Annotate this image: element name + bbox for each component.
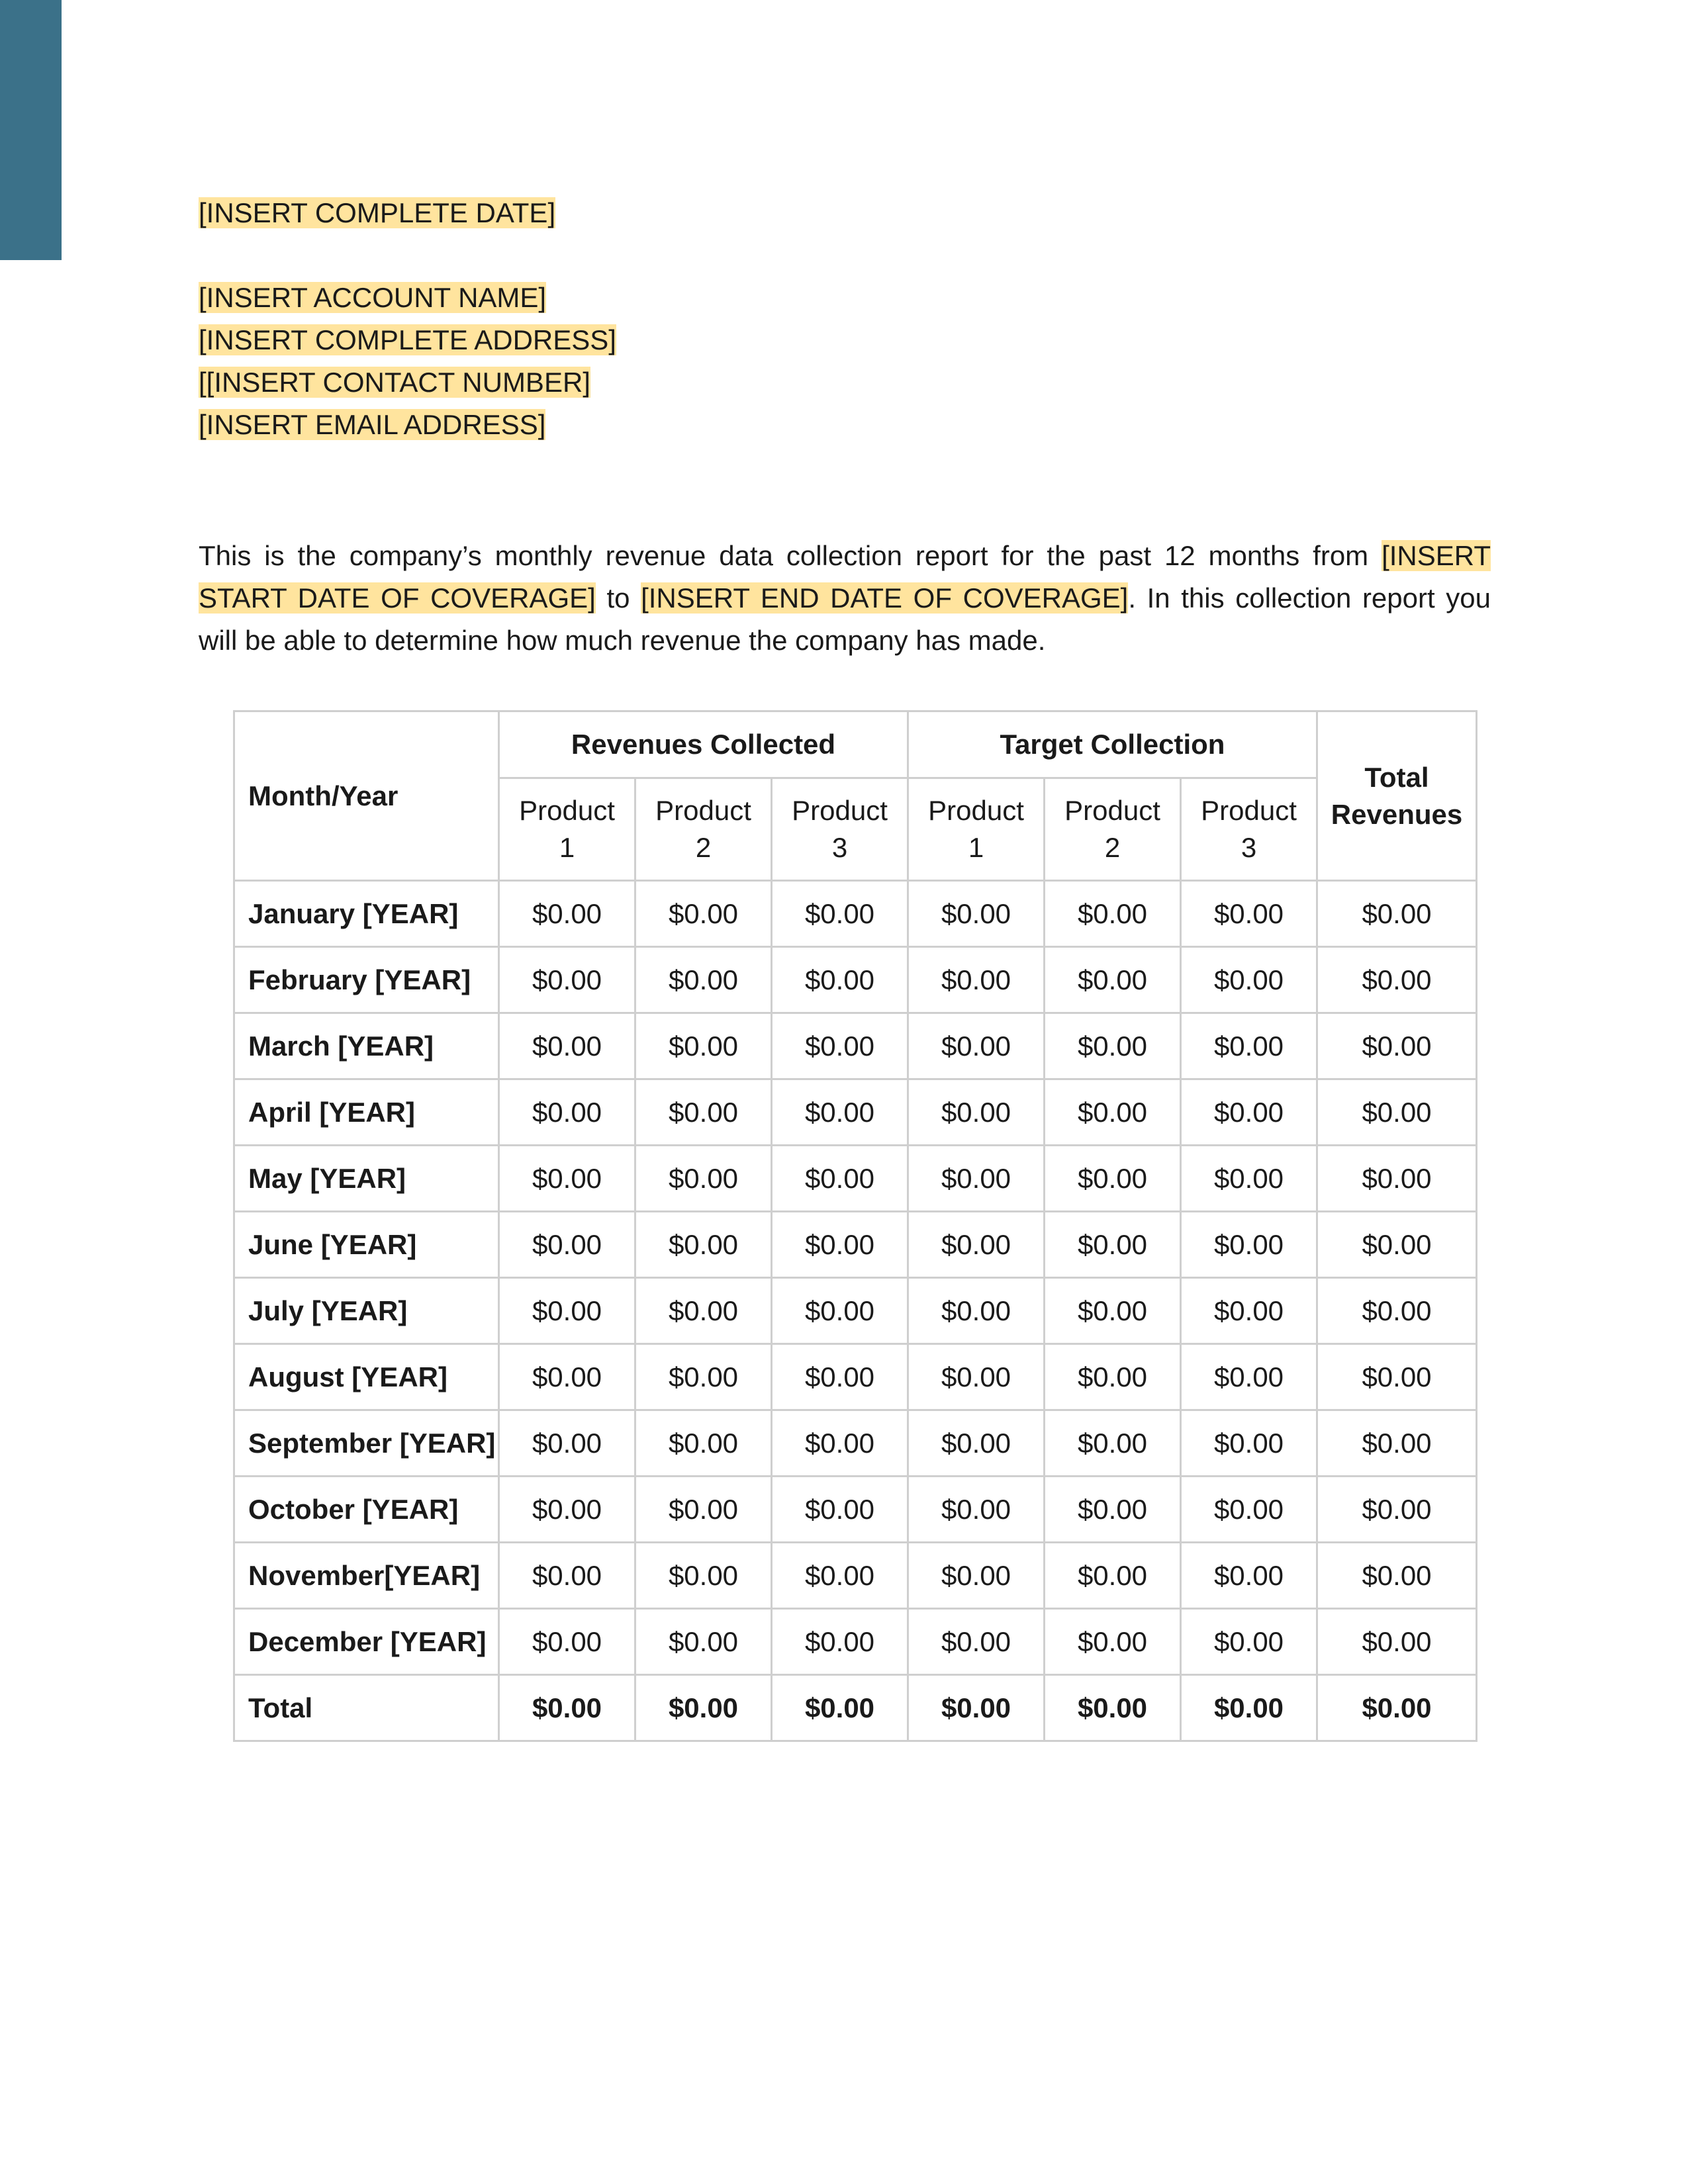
table-body <box>234 881 1477 1741</box>
value-cell: $0.00 <box>499 1278 635 1344</box>
value-cell: $0.00 <box>1045 881 1181 947</box>
table-row <box>234 1079 1477 1146</box>
date-placeholder: [INSERT COMPLETE DATE] <box>199 197 556 228</box>
value-cell: $0.00 <box>499 1477 635 1543</box>
value-cell: $0.00 <box>772 1278 908 1344</box>
value-cell: $0.00 <box>908 1278 1045 1344</box>
value-cell: $0.00 <box>635 1410 772 1477</box>
value-cell: $0.00 <box>908 1013 1045 1079</box>
account-name-line <box>199 277 1491 319</box>
table-row <box>234 1278 1477 1344</box>
value-cell: $0.00 <box>772 1609 908 1675</box>
value-cell: $0.00 <box>1317 1543 1477 1609</box>
intro-text-3: . In this collection report you will be able to determine how much revenue the company has made. <box>199 582 1491 656</box>
product-header-label: Product <box>792 795 888 826</box>
total-value-cell: $0.00 <box>1181 1675 1317 1741</box>
revenue-table-wrapper <box>233 710 1477 1742</box>
value-cell: $0.00 <box>499 1212 635 1278</box>
value-cell: $0.00 <box>908 947 1045 1013</box>
date-line <box>199 192 1491 234</box>
value-cell: $0.00 <box>1045 1609 1181 1675</box>
value-cell: $0.00 <box>1317 1477 1477 1543</box>
value-cell: $0.00 <box>1181 1609 1317 1675</box>
value-cell: $0.00 <box>772 1146 908 1212</box>
value-cell: $0.00 <box>1317 947 1477 1013</box>
table-row <box>234 1013 1477 1079</box>
value-cell: $0.00 <box>1181 1477 1317 1543</box>
value-cell: $0.00 <box>635 1278 772 1344</box>
product-header <box>499 778 635 881</box>
value-cell: $0.00 <box>1317 1212 1477 1278</box>
value-cell: $0.00 <box>908 881 1045 947</box>
value-cell: $0.00 <box>1045 1146 1181 1212</box>
account-name-placeholder: [INSERT ACCOUNT NAME] <box>199 282 547 313</box>
total-value-cell: $0.00 <box>908 1675 1045 1741</box>
value-cell: $0.00 <box>499 1609 635 1675</box>
intro-paragraph <box>199 535 1491 662</box>
value-cell: $0.00 <box>772 1212 908 1278</box>
revenue-table <box>233 710 1477 1742</box>
value-cell: $0.00 <box>908 1410 1045 1477</box>
product-header-number: 1 <box>968 832 984 863</box>
value-cell: $0.00 <box>1045 947 1181 1013</box>
value-cell: $0.00 <box>908 1079 1045 1146</box>
table-row <box>234 947 1477 1013</box>
total-row <box>234 1675 1477 1741</box>
value-cell: $0.00 <box>1317 1146 1477 1212</box>
value-cell: $0.00 <box>1045 1079 1181 1146</box>
month-cell: November[YEAR] <box>234 1543 499 1609</box>
email-placeholder: [INSERT EMAIL ADDRESS] <box>199 409 546 440</box>
start-date-placeholder: [INSERT START DATE OF COVERAGE] <box>199 540 1491 614</box>
product-header-number: 3 <box>831 832 848 863</box>
month-cell: June [YEAR] <box>234 1212 499 1278</box>
value-cell: $0.00 <box>1317 1278 1477 1344</box>
email-line <box>199 404 1491 446</box>
value-cell: $0.00 <box>772 1410 908 1477</box>
month-cell: December [YEAR] <box>234 1609 499 1675</box>
month-cell: May [YEAR] <box>234 1146 499 1212</box>
value-cell: $0.00 <box>1045 1410 1181 1477</box>
value-cell: $0.00 <box>635 1609 772 1675</box>
table-row <box>234 1410 1477 1477</box>
value-cell: $0.00 <box>499 1543 635 1609</box>
end-date-placeholder: [INSERT END DATE OF COVERAGE] <box>641 582 1129 614</box>
value-cell: $0.00 <box>772 881 908 947</box>
accent-side-bar <box>0 0 62 260</box>
value-cell: $0.00 <box>772 1013 908 1079</box>
address-placeholder: [INSERT COMPLETE ADDRESS] <box>199 324 616 355</box>
contact-number-placeholder: [[INSERT CONTACT NUMBER] <box>199 367 590 398</box>
table-row <box>234 1477 1477 1543</box>
value-cell: $0.00 <box>635 1079 772 1146</box>
value-cell: $0.00 <box>1317 1079 1477 1146</box>
product-header-number: 2 <box>695 832 712 863</box>
product-header <box>635 778 772 881</box>
total-value-cell: $0.00 <box>635 1675 772 1741</box>
month-cell: February [YEAR] <box>234 947 499 1013</box>
value-cell: $0.00 <box>908 1477 1045 1543</box>
value-cell: $0.00 <box>635 1344 772 1410</box>
contact-line <box>199 361 1491 404</box>
value-cell: $0.00 <box>1045 1344 1181 1410</box>
value-cell: $0.00 <box>499 1079 635 1146</box>
value-cell: $0.00 <box>908 1146 1045 1212</box>
value-cell: $0.00 <box>908 1543 1045 1609</box>
value-cell: $0.00 <box>1045 1212 1181 1278</box>
product-header-label: Product <box>928 795 1024 826</box>
table-row <box>234 1212 1477 1278</box>
value-cell: $0.00 <box>635 1146 772 1212</box>
value-cell: $0.00 <box>635 1013 772 1079</box>
product-header <box>1045 778 1181 881</box>
address-line <box>199 319 1491 361</box>
product-header-label: Product <box>655 795 751 826</box>
value-cell: $0.00 <box>1045 1278 1181 1344</box>
product-header-number: 1 <box>559 832 575 863</box>
value-cell: $0.00 <box>499 1146 635 1212</box>
intro-text-1: This is the company’s monthly revenue data collection report for the past 12 months from <box>199 540 1382 571</box>
value-cell: $0.00 <box>635 881 772 947</box>
month-cell: October [YEAR] <box>234 1477 499 1543</box>
letter-content <box>199 192 1491 662</box>
product-header-number: 2 <box>1104 832 1121 863</box>
value-cell: $0.00 <box>772 1477 908 1543</box>
value-cell: $0.00 <box>1181 1410 1317 1477</box>
value-cell: $0.00 <box>499 947 635 1013</box>
table-row <box>234 1609 1477 1675</box>
product-header <box>1181 778 1317 881</box>
total-value-cell: $0.00 <box>1317 1675 1477 1741</box>
value-cell: $0.00 <box>635 1477 772 1543</box>
value-cell: $0.00 <box>499 881 635 947</box>
total-value-cell: $0.00 <box>499 1675 635 1741</box>
total-revenues-header <box>1317 711 1477 881</box>
month-cell: January [YEAR] <box>234 881 499 947</box>
value-cell: $0.00 <box>1181 1344 1317 1410</box>
value-cell: $0.00 <box>1317 1344 1477 1410</box>
total-header-line2: Revenues <box>1331 798 1463 830</box>
table-row <box>234 1344 1477 1410</box>
value-cell: $0.00 <box>499 1013 635 1079</box>
value-cell: $0.00 <box>772 947 908 1013</box>
value-cell: $0.00 <box>635 1212 772 1278</box>
month-cell: September [YEAR] <box>234 1410 499 1477</box>
value-cell: $0.00 <box>908 1344 1045 1410</box>
value-cell: $0.00 <box>1181 1543 1317 1609</box>
table-row <box>234 1543 1477 1609</box>
value-cell: $0.00 <box>1181 947 1317 1013</box>
total-header-line1: Total <box>1364 761 1429 793</box>
product-header-label: Product <box>1201 795 1297 826</box>
value-cell: $0.00 <box>1181 1212 1317 1278</box>
value-cell: $0.00 <box>1317 1013 1477 1079</box>
value-cell: $0.00 <box>499 1344 635 1410</box>
value-cell: $0.00 <box>1045 1543 1181 1609</box>
value-cell: $0.00 <box>1181 1146 1317 1212</box>
value-cell: $0.00 <box>1045 1477 1181 1543</box>
value-cell: $0.00 <box>1317 881 1477 947</box>
product-header-label: Product <box>1064 795 1160 826</box>
value-cell: $0.00 <box>499 1410 635 1477</box>
total-value-cell: $0.00 <box>772 1675 908 1741</box>
value-cell: $0.00 <box>1045 1013 1181 1079</box>
product-header <box>772 778 908 881</box>
month-cell: August [YEAR] <box>234 1344 499 1410</box>
value-cell: $0.00 <box>635 947 772 1013</box>
total-label: Total <box>234 1675 499 1741</box>
revenues-collected-header: Revenues Collected <box>499 711 908 778</box>
value-cell: $0.00 <box>1317 1609 1477 1675</box>
intro-text-2: to <box>595 582 641 614</box>
value-cell: $0.00 <box>1181 1013 1317 1079</box>
table-header-row-1 <box>234 711 1477 778</box>
recipient-block <box>199 277 1491 446</box>
month-year-header: Month/Year <box>234 711 499 881</box>
table-row <box>234 1146 1477 1212</box>
product-header-label: Product <box>519 795 615 826</box>
value-cell: $0.00 <box>772 1543 908 1609</box>
value-cell: $0.00 <box>1181 881 1317 947</box>
month-cell: March [YEAR] <box>234 1013 499 1079</box>
product-header-number: 3 <box>1241 832 1257 863</box>
value-cell: $0.00 <box>772 1344 908 1410</box>
target-collection-header: Target Collection <box>908 711 1317 778</box>
value-cell: $0.00 <box>635 1543 772 1609</box>
table-row <box>234 881 1477 947</box>
value-cell: $0.00 <box>772 1079 908 1146</box>
value-cell: $0.00 <box>908 1609 1045 1675</box>
month-cell: April [YEAR] <box>234 1079 499 1146</box>
value-cell: $0.00 <box>908 1212 1045 1278</box>
product-header <box>908 778 1045 881</box>
value-cell: $0.00 <box>1181 1079 1317 1146</box>
total-value-cell: $0.00 <box>1045 1675 1181 1741</box>
value-cell: $0.00 <box>1181 1278 1317 1344</box>
month-cell: July [YEAR] <box>234 1278 499 1344</box>
value-cell: $0.00 <box>1317 1410 1477 1477</box>
